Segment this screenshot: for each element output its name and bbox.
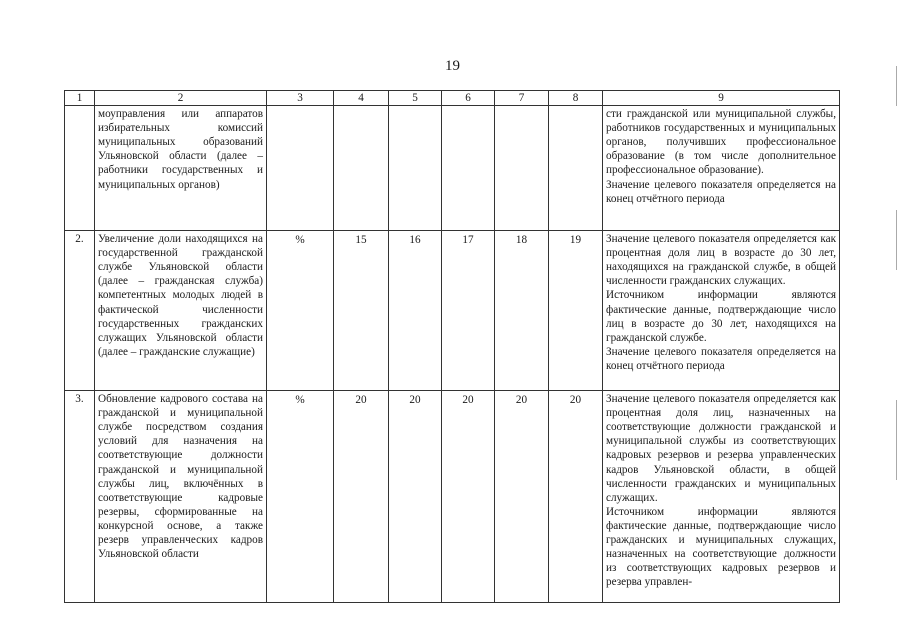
scan-edge-mark: [896, 66, 897, 106]
value-cell: 20: [334, 391, 389, 603]
value-cell: 20: [389, 391, 442, 603]
value-cell: 18: [495, 231, 549, 391]
indicator-name: Обновление кадрового состава на гражданской и муниципальной службе посредством создания условий для назначения на соответствующие должности гражданской и муниципальной службы лиц, включённых в соответствующие кадровые резервы, сформированные на конкурсной основе, а также резерв управленческих кадров Ульяновской области: [95, 391, 267, 603]
value-cell: [442, 106, 495, 231]
col-header-7: 7: [495, 91, 549, 106]
row-index: [65, 106, 95, 231]
indicator-name: моуправления или аппаратов избирательных комиссий муниципальных образований Ульяновской области (далее – работники государственных и муниципальных органов): [95, 106, 267, 231]
unit-cell: %: [267, 231, 334, 391]
value-cell: [549, 106, 603, 231]
row-index: 3.: [65, 391, 95, 603]
col-header-2: 2: [95, 91, 267, 106]
indicator-description: Значение целевого показателя определяется как процентная доля лиц, назначенных на соответствующие должности гражданской и муниципальной службы из соответствующих кадровых резервов и резерва управленческих кадров Ульяновской области, в общей численности гражданских и муниципальных служащих. Источником информации являются фактические данные, подтверждающие число гражданских и муниципальных служащих, назначенных на соответствующие должности из соответствующих кадровых резервов и резерва управлен-: [603, 391, 840, 603]
col-header-8: 8: [549, 91, 603, 106]
value-cell: [389, 106, 442, 231]
indicator-name: Увеличение доли находящихся на государственной гражданской службе Ульяновской области (далее – гражданская служба) компетентных молодых людей в фактической численности государственных гражданских служащих Ульяновской области (далее – гражданские служащие): [95, 231, 267, 391]
scan-edge-mark: [896, 400, 897, 480]
col-header-9: 9: [603, 91, 840, 106]
value-cell: [495, 106, 549, 231]
indicator-description: Значение целевого показателя определяется как процентная доля лиц в возрасте до 30 лет, находящихся на гражданской службе, в общей численности гражданских служащих. Источником информации являются фактические данные, подтверждающие число лиц в возрасте до 30 лет, находящихся на гражданской службе. Значение целевого показателя определяется на конец отчётного периода: [603, 231, 840, 391]
header-row: [65, 91, 840, 106]
value-cell: 15: [334, 231, 389, 391]
col-header-1: 1: [65, 91, 95, 106]
col-header-4: 4: [334, 91, 389, 106]
unit-cell: %: [267, 391, 334, 603]
scan-edge-mark: [896, 210, 897, 270]
table-row: [65, 391, 840, 603]
value-cell: 19: [549, 231, 603, 391]
col-header-6: 6: [442, 91, 495, 106]
value-cell: 16: [389, 231, 442, 391]
table-row: [65, 231, 840, 391]
table-row: [65, 106, 840, 231]
indicators-table: [64, 90, 840, 603]
value-cell: 20: [549, 391, 603, 603]
value-cell: 17: [442, 231, 495, 391]
col-header-3: 3: [267, 91, 334, 106]
row-index: 2.: [65, 231, 95, 391]
page-number: 19: [445, 58, 460, 74]
unit-cell: [267, 106, 334, 231]
col-header-5: 5: [389, 91, 442, 106]
value-cell: [334, 106, 389, 231]
value-cell: 20: [495, 391, 549, 603]
indicator-description: сти гражданской или муниципальной службы, работников государственных и муниципальных органов, получивших профессиональное образование (в том числе дополнительное профессиональное образование). Значение целевого показателя определяется на конец отчётного периода: [603, 106, 840, 231]
value-cell: 20: [442, 391, 495, 603]
